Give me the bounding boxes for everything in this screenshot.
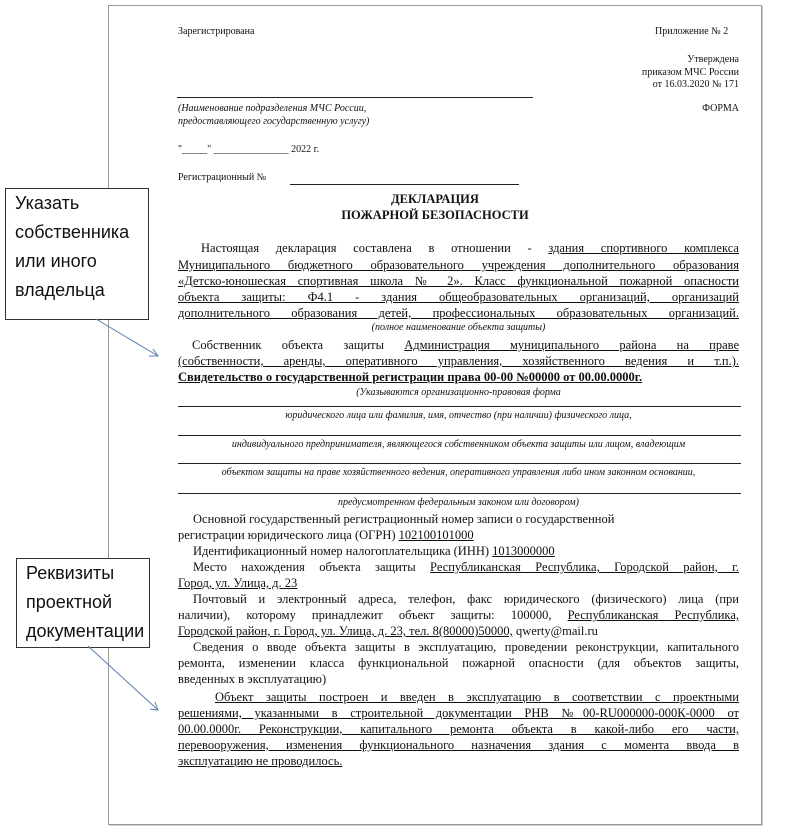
approved-line-3: от 16.03.2020 № 171: [652, 79, 739, 90]
registered-label: Зарегистрирована: [178, 26, 255, 37]
project-line-4: перевооружения, изменения функционального назначения здания с момента ввода в: [178, 738, 739, 752]
callout-docs-line: проектной: [26, 592, 113, 612]
project-line-2: решениями, указанными в строительной документации РНВ №00-RU000000-000К-0000 от: [178, 706, 739, 720]
owner-hint-4: объектом защиты на праве хозяйственного ведения, оперативного управления либо ином законном основании,: [221, 467, 696, 478]
ogrn-line-1: Основной государственный регистрационный номер записи о государственной: [193, 512, 615, 526]
subdivision-hint-2: предоставляющего государственную услугу): [178, 116, 370, 127]
commissioning-line-2: ремонта, изменении класса функциональной пожарной опасности (для объектов защиты,: [178, 656, 739, 670]
owner-line-3: Свидетельство о государственной регистрации права 00-00 №00000 от 00.00.0000г.: [178, 370, 643, 384]
owner-hint-1: (Указываются организационно-правовая форма: [356, 387, 561, 398]
callout-owner-line: владельца: [15, 280, 105, 300]
arrow-owner-icon: [96, 319, 158, 356]
ogrn-value: 102100101000: [398, 528, 474, 542]
owner-line-2: (собственности, аренды, оперативного управления, хозяйственного ведения и т.п.).: [178, 354, 739, 368]
intro-line-1: Настоящая декларация составлена в отношении - здания спортивного комплекса: [201, 241, 739, 255]
intro-hint: (полное наименование объекта защиты): [371, 322, 546, 333]
approved-line-1: Утверждена: [687, 54, 739, 65]
callout-owner-line: собственника: [15, 222, 130, 242]
approved-line-2: приказом МЧС России: [641, 67, 739, 78]
subdivision-hint-1: (Наименование подразделения МЧС России,: [178, 103, 367, 114]
date-line: "_____" _______________ 2022 г.: [178, 144, 320, 155]
reg-number-label: Регистрационный №: [178, 172, 267, 183]
commissioning-line-1: Сведения о вводе объекта защиты в эксплуатацию, проведении реконструкции, капитального: [193, 640, 739, 654]
owner-line-1: Собственник объекта защиты Администрация муниципального района на праве: [192, 338, 739, 352]
email-value: qwerty@mail.ru: [512, 624, 598, 638]
callout-owner-line: или иного: [15, 251, 97, 271]
owner-hint-2: юридического лица или фамилия, имя, отчество (при наличии) физического лица,: [285, 410, 632, 421]
intro-line-2: Муниципального бюджетного образовательного учреждения дополнительного образования: [178, 258, 739, 272]
commissioning-line-3: введенных в эксплуатацию): [178, 672, 327, 686]
inn-value: 1013000000: [492, 544, 555, 558]
intro-line-4: объекта защиты: Ф4.1 - здания общеобразовательных организаций, организаций: [178, 290, 739, 304]
arrow-docs-icon: [88, 646, 158, 710]
contacts-line-1: Почтовый и электронный адреса, телефон, факс юридического (физического) лица (при: [193, 592, 739, 606]
contacts-line-2: наличии), которому принадлежит объект защиты: 100000, Республиканская Республика,: [178, 608, 739, 622]
callout-docs-line: Реквизиты: [26, 563, 115, 583]
callout-owner-line: Указать: [15, 193, 80, 213]
project-line-1: Объект защиты построен и введен в эксплуатацию в соответствии с проектными: [215, 690, 739, 704]
form-label: ФОРМА: [702, 103, 739, 114]
title-line-1: ДЕКЛАРАЦИЯ: [391, 192, 479, 206]
owner-hint-3: индивидуального предпринимателя, являющегося собственником объекта защиты или лицом, владеющим: [231, 439, 686, 450]
appendix-label: Приложение № 2: [655, 26, 729, 37]
ogrn-line-2: регистрации юридического лица (ОГРН) 102100101000: [178, 528, 474, 542]
project-line-5: эксплуатацию не проводилось.: [178, 754, 343, 768]
callout-docs-line: документации: [26, 621, 145, 641]
inn-line: Идентификационный номер налогоплательщика (ИНН) 1013000000: [193, 544, 555, 558]
title-line-2: ПОЖАРНОЙ БЕЗОПАСНОСТИ: [341, 208, 529, 222]
location-line-2: Город, ул. Улица, д. 23: [178, 576, 298, 590]
owner-hint-5: предусмотренном федеральным законом или договором): [338, 497, 579, 508]
intro-line-3: «Детско-юношеская спортивная школа № 2». Класс функциональной пожарной опасности: [178, 274, 739, 288]
contacts-line-3: Городской район, г. Город, ул. Улица, д. 23, тел. 8(80000)50000, qwerty@mail.ru: [178, 624, 598, 638]
arrow-owner-head-icon: [149, 349, 158, 356]
project-line-3: 00.00.0000г. Реконструкции, капитального ремонта объекта в какой-либо его части,: [178, 722, 739, 736]
location-line-1: Место нахождения объекта защиты Республиканская Республика, Городской район, г.: [193, 560, 740, 574]
intro-line-5: дополнительного образования детей, профессиональных образовательных организаций.: [178, 306, 739, 320]
